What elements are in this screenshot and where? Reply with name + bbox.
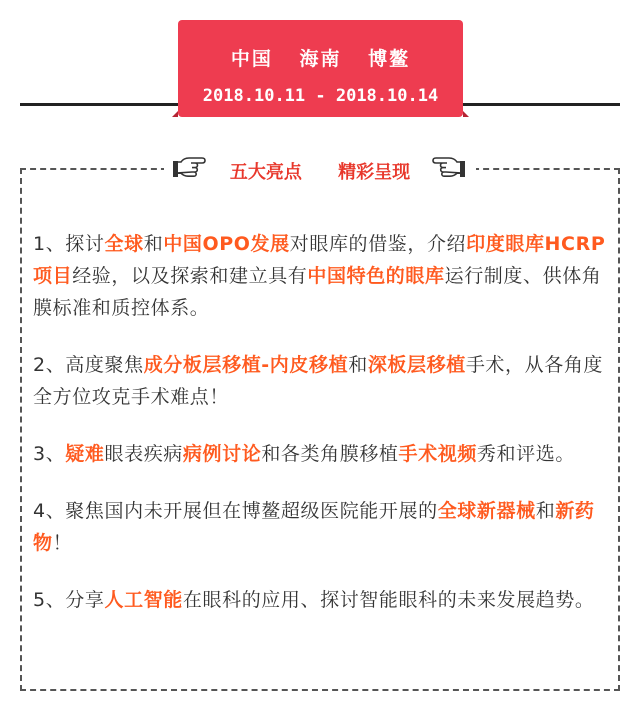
highlight-item-4 bbox=[33, 495, 609, 559]
item-text: 秀和评选。 bbox=[476, 443, 575, 465]
banner-location: 中国 海南 博鳌 bbox=[230, 48, 411, 70]
item-text: 和 bbox=[535, 500, 556, 522]
highlights-list bbox=[33, 228, 609, 641]
item-text: 5、分享 bbox=[33, 589, 105, 611]
item-text: 2、高度聚焦 bbox=[33, 354, 144, 376]
highlight-keyword: 中国特色的眼库 bbox=[307, 265, 445, 287]
highlight-keyword: 中国OPO发展 bbox=[163, 233, 290, 255]
item-text: 运行制度、供体角膜标准和质控体系。 bbox=[33, 265, 602, 319]
highlight-keyword: 深板层移植 bbox=[367, 354, 466, 376]
highlight-keyword: 成分板层移植-内皮移植 bbox=[143, 354, 349, 376]
highlight-item-3 bbox=[33, 438, 609, 470]
item-text: 和各类角膜移植 bbox=[261, 443, 399, 465]
item-text: 眼表疾病 bbox=[104, 443, 183, 465]
item-text: 经验，以及探索和建立具有 bbox=[72, 265, 308, 287]
highlight-keyword: 病例讨论 bbox=[182, 443, 262, 465]
item-text: 4、聚焦国内未开展但在博鳌超级医院能开展的 bbox=[33, 500, 438, 522]
highlight-item-1 bbox=[33, 228, 609, 324]
item-text: ！ bbox=[52, 532, 73, 554]
banner-date: 2018.10.11 - 2018.10.14 bbox=[202, 86, 439, 106]
highlight-keyword: 新药物 bbox=[33, 500, 595, 554]
pointing-hand-right-icon bbox=[172, 153, 206, 183]
highlight-item-5 bbox=[33, 584, 609, 616]
item-text: 3、 bbox=[33, 443, 66, 465]
banner-fold-right bbox=[463, 111, 469, 117]
item-text: 对眼库的借鉴，介绍 bbox=[289, 233, 467, 255]
highlight-keyword: 疑难 bbox=[65, 443, 105, 465]
item-text: 和 bbox=[348, 354, 368, 376]
item-text: 1、探讨 bbox=[33, 233, 105, 255]
highlight-keyword: 全球 bbox=[104, 233, 144, 255]
highlight-keyword: 印度眼库HCRP项目 bbox=[33, 233, 606, 287]
section-title: 五大亮点 精彩呈现 bbox=[229, 162, 411, 183]
highlight-keyword: 人工智能 bbox=[104, 589, 183, 611]
highlight-keyword: 手术视频 bbox=[398, 443, 477, 465]
item-text: 手术，从各角度全方位攻克手术难点！ bbox=[33, 354, 604, 408]
item-text: 和 bbox=[143, 233, 164, 255]
highlight-keyword: 全球新器械 bbox=[437, 500, 536, 522]
highlight-item-2 bbox=[33, 349, 609, 413]
pointing-hand-left-icon bbox=[432, 153, 466, 183]
item-text: 在眼科的应用、探讨智能眼科的未来发展趋势。 bbox=[182, 589, 595, 611]
